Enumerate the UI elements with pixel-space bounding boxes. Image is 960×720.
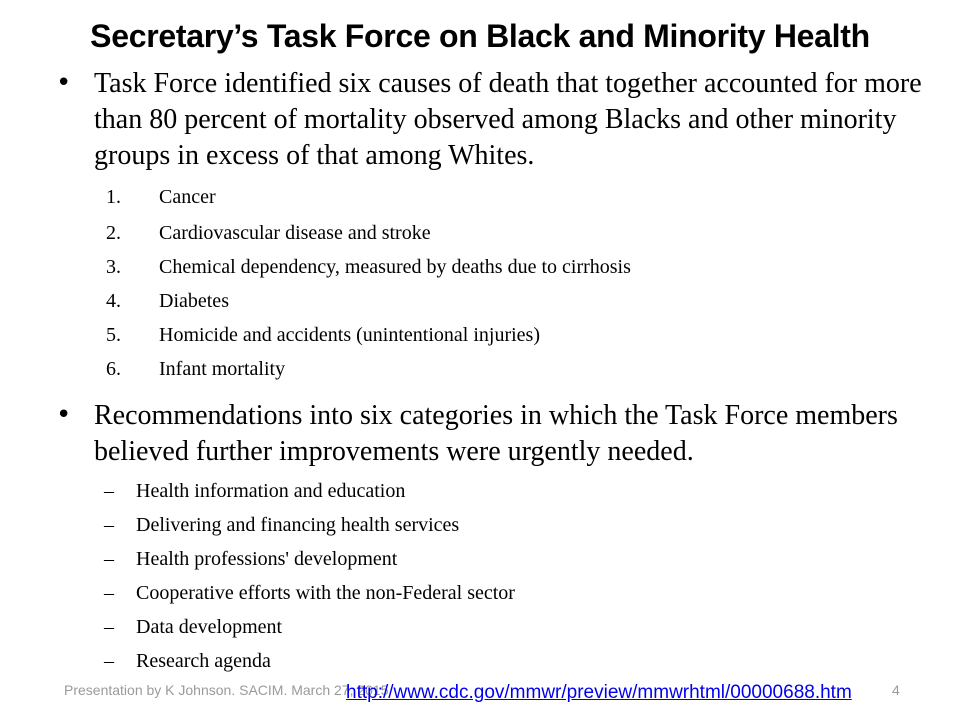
list-dash: – <box>104 650 114 672</box>
list-number: 6. <box>106 358 121 380</box>
slide-title: Secretary’s Task Force on Black and Minority Health <box>90 18 870 54</box>
list-number: 4. <box>106 290 121 312</box>
list-dash: – <box>104 582 114 604</box>
list-item-text: Research agenda <box>136 650 271 672</box>
list-item-text: Cancer <box>159 186 216 208</box>
source-link[interactable]: http://www.cdc.gov/mmwr/preview/mmwrhtml/00000688.htm <box>346 682 852 703</box>
list-item-text: Chemical dependency, measured by deaths due to cirrhosis <box>159 256 631 278</box>
list-item-text: Cardiovascular disease and stroke <box>159 222 431 244</box>
list-item-text: Health professions' development <box>136 548 398 570</box>
list-number: 3. <box>106 256 121 278</box>
page-number: 4 <box>892 682 900 698</box>
list-number: 5. <box>106 324 121 346</box>
list-item-text: Delivering and financing health services <box>136 514 460 536</box>
list-item-text: Infant mortality <box>159 358 286 380</box>
bullet-causes-of-death: Task Force identified six causes of death that together accounted for more than 80 percent of mortality observed among Blacks and other minority groups in excess of that among Whites. <box>94 68 922 171</box>
list-item-text: Cooperative efforts with the non-Federal sector <box>136 582 515 604</box>
list-dash: – <box>104 616 114 638</box>
slide-footer: Presentation by K Johnson. SACIM. March 27, 2015 <box>64 682 389 698</box>
bullet-recommendations: Recommendations into six categories in which the Task Force members believed further improvements were urgently needed. <box>94 400 898 467</box>
bullet-icon: • <box>56 68 72 98</box>
list-item-text: Health information and education <box>136 480 406 502</box>
list-item-text: Diabetes <box>159 290 229 312</box>
list-dash: – <box>104 514 114 536</box>
list-item-text: Data development <box>136 616 283 638</box>
list-dash: – <box>104 480 114 502</box>
list-number: 2. <box>106 222 121 244</box>
list-item-text: Homicide and accidents (unintentional injuries) <box>159 324 540 346</box>
bullet-icon: • <box>56 400 72 430</box>
list-number: 1. <box>106 186 121 208</box>
list-dash: – <box>104 548 114 570</box>
